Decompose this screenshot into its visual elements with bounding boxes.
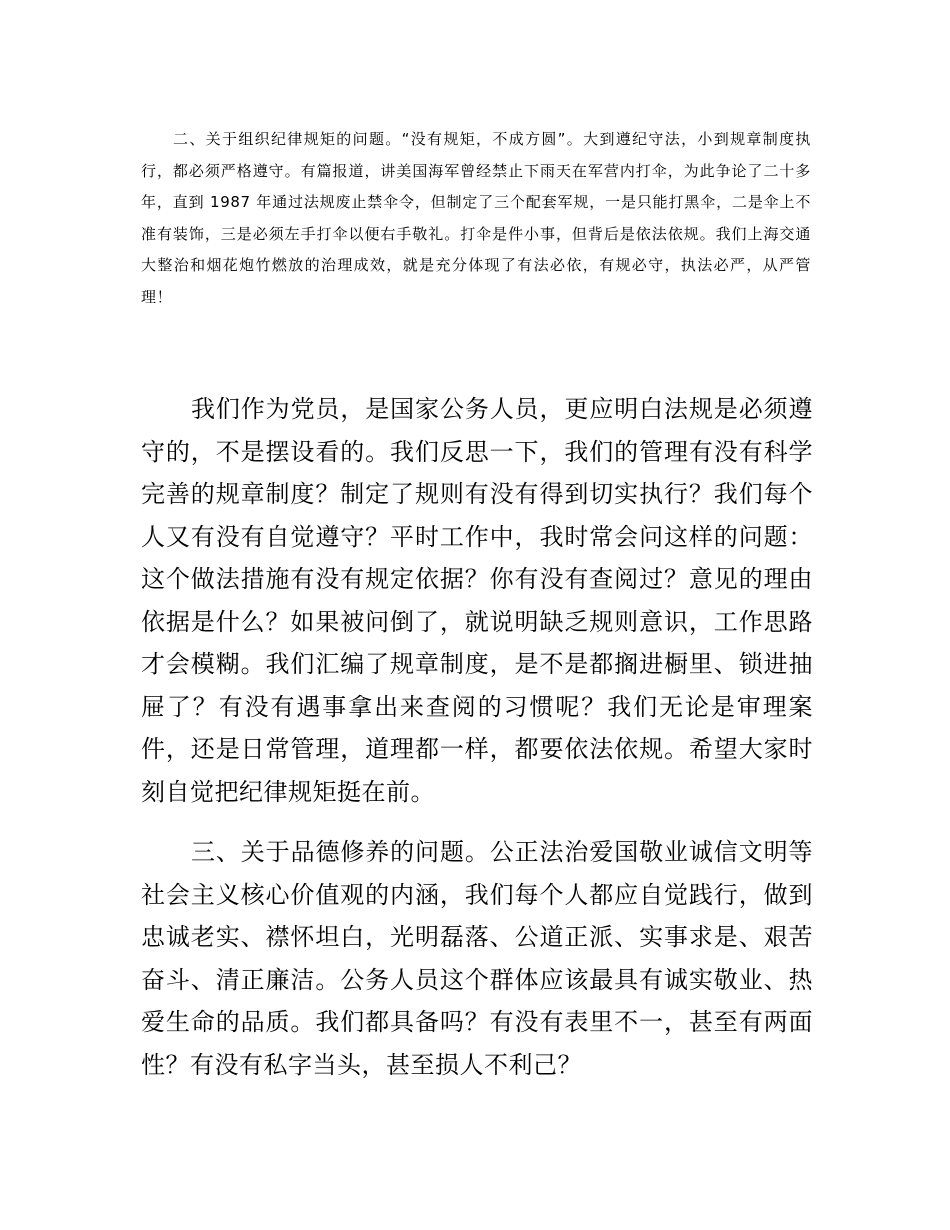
paragraph-organizational-discipline: 二、关于组织纪律规矩的问题。“没有规矩，不成方圆”。大到遵纪守法，小到规章制度执行，都必须严格遵守。有篇报道，讲美国海军曾经禁止下雨天在军营内打伞，为此争论了二十多年，直到 1987 年通过法规废止禁伞令，但制定了三个配套军规，一是只能打黑伞，二是伞上不准有装饰，三是必须左手打伞以便右手敬礼。打伞是件小事，但背后是依法依规。我们上海交通大整治和烟花炮竹燃放的治理成效，就是充分体现了有法必依，有规必守，执法必严，从严管理！ xyxy=(141,130,811,306)
paragraph-party-member-rules: 我们作为党员，是国家公务人员，更应明白法规是必须遵守的，不是摆设看的。我们反思一下，我们的管理有没有科学完善的规章制度？制定了规则有没有得到切实执行？我们每个人又有没有自觉遵守？平时工作中，我时常会问这样的问题：这个做法措施有没有规定依据？你有没有查阅过？意见的理由依据是什么？如果被问倒了，就说明缺乏规则意识，工作思路才会模糊。我们汇编了规章制度，是不是都搁进橱里、锁进抽屉了？有没有遇事拿出来查阅的习惯呢？我们无论是审理案件，还是日常管理，道理都一样，都要依法依规。希望大家时刻自觉把纪律规矩挺在前。 xyxy=(141,395,813,806)
paragraph-moral-cultivation: 三、关于品德修养的问题。公正法治爱国敬业诚信文明等社会主义核心价值观的内涵，我们每个人都应自觉践行，做到忠诚老实、襟怀坦白，光明磊落、公道正派、实事求是、艰苦奋斗、清正廉洁。公务人员这个群体应该最具有诚实敬业、热爱生命的品质。我们都具备吗？有没有表里不一，甚至有两面性？有没有私字当头，甚至损人不利己？ xyxy=(141,838,813,1079)
